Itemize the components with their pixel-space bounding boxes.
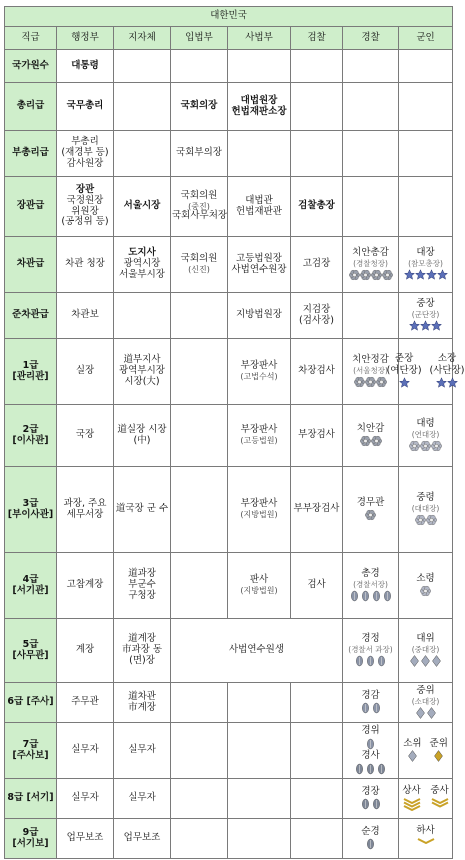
rank-cell: 차관급	[5, 237, 57, 293]
police-rank-label: 경무관	[356, 496, 385, 508]
local-cell	[114, 237, 171, 293]
military-rank-label: 중위	[416, 684, 435, 696]
military-cell	[399, 553, 453, 619]
judicial-cell	[228, 819, 291, 859]
military-cell	[399, 723, 453, 779]
header-judicial: 사법부	[228, 27, 291, 50]
police-rank-label: 경위	[361, 725, 380, 737]
rank-cell: 4급 [서기관]	[5, 553, 57, 619]
judicial-main-text: 부장판사	[240, 360, 278, 372]
judicial-merged-cell: 사법연수원생	[171, 619, 343, 683]
table-row	[5, 405, 453, 467]
diamond-insignia-icon	[414, 707, 438, 719]
judicial-cell	[228, 553, 291, 619]
table-row	[5, 779, 453, 819]
military-cell	[399, 83, 453, 131]
police-cell	[343, 619, 399, 683]
legislative-cell	[171, 339, 228, 405]
table-row	[5, 819, 453, 859]
leaf-insignia-icon	[353, 763, 388, 775]
local-cell	[114, 50, 171, 83]
police-cell	[343, 553, 399, 619]
military-rank-label: 대위	[416, 632, 435, 644]
judicial-main-text: 판사	[249, 574, 269, 586]
judicial-cell	[228, 339, 291, 405]
legislative-cell	[171, 293, 228, 339]
legislative-note: (중진)	[188, 201, 210, 211]
legislative-cell	[171, 50, 228, 83]
judicial-cell	[228, 723, 291, 779]
rank-cell: 부총리급	[5, 131, 57, 177]
police-rank-label: 치안정감	[352, 353, 389, 365]
police-cell	[343, 723, 399, 779]
military-rank-label: 소장	[437, 352, 457, 364]
local-cell	[114, 293, 171, 339]
rank-cell: 장관급	[5, 177, 57, 237]
hibiscus-insignia-icon	[353, 376, 388, 388]
table-row	[5, 339, 453, 405]
diamond-insignia-icon	[432, 750, 445, 762]
leaf-insignia-icon	[359, 798, 383, 810]
leaf-insignia-icon	[353, 655, 388, 667]
rank-cell: 8급 [서기]	[5, 779, 57, 819]
admin-cell	[57, 177, 114, 237]
police-cell	[343, 683, 399, 723]
admin-cell: 고참계장	[57, 553, 114, 619]
leaf-insignia-icon	[348, 590, 394, 602]
police-cell	[343, 779, 399, 819]
prosecution-cell: 부부장검사	[291, 467, 343, 553]
table-row	[5, 177, 453, 237]
rank-cell: 7급 [주사보]	[5, 723, 57, 779]
admin-cell: 과장, 주요 세무서장	[57, 467, 114, 553]
local-cell: 실무자	[114, 779, 171, 819]
star-insignia-icon	[435, 377, 459, 389]
admin-cell: 업무보조	[57, 819, 114, 859]
leaf-insignia-icon	[359, 702, 383, 714]
chevron-insignia-icon	[416, 837, 436, 851]
military-cell	[399, 467, 453, 553]
legislative-cell	[171, 467, 228, 553]
police-cell	[343, 293, 399, 339]
local-cell	[114, 83, 171, 131]
hibiscus-insignia-icon	[364, 509, 377, 521]
admin-cell: 실무자	[57, 779, 114, 819]
admin-cell: 부총리 (재경부 등) 감사원장	[57, 131, 114, 177]
local-cell: 道차관 市계장	[114, 683, 171, 723]
rank-comparison-table	[4, 6, 465, 859]
star-insignia-icon	[408, 320, 443, 332]
admin-cell: 국장	[57, 405, 114, 467]
table-title: 대한민국	[5, 7, 453, 27]
police-rank-label: 치안총감	[352, 246, 389, 258]
judicial-cell	[228, 683, 291, 723]
military-rank-label: 준위	[429, 737, 448, 749]
judicial-cell	[228, 405, 291, 467]
legislative-main-text: 국회의원	[180, 253, 218, 265]
header-legislative: 입법부	[171, 27, 228, 50]
prosecution-cell: 차장검사	[291, 339, 343, 405]
military-cell	[386, 339, 465, 405]
judicial-note: (지방법원)	[240, 510, 278, 520]
prosecution-cell: 검사	[291, 553, 343, 619]
hibiscus-insignia-icon	[348, 269, 394, 281]
police-cell	[343, 819, 399, 859]
table-row	[5, 131, 453, 177]
military-rank-label: 소령	[416, 572, 435, 584]
legislative-cell: 국회의장	[171, 83, 228, 131]
table-row	[5, 619, 453, 683]
judicial-cell: 대법관 헌법재판관	[228, 177, 291, 237]
local-cell: 道국장 군 수	[114, 467, 171, 553]
police-rank-caption: (서울청장)	[353, 365, 388, 375]
police-rank-label: 총경	[361, 567, 380, 579]
legislative-main-text: 국회의원	[180, 189, 218, 201]
admin-sub-text: 국정원장 위원장 (공정위 등)	[61, 194, 109, 228]
legislative-cell	[171, 723, 228, 779]
judicial-cell	[228, 50, 291, 83]
police-rank-caption: (경찰서장)	[353, 579, 388, 589]
header-local: 지자체	[114, 27, 171, 50]
military-rank-label: 중장	[416, 297, 435, 309]
police-rank-label: 경정	[361, 632, 380, 644]
military-rank-caption: (여단장)	[386, 364, 422, 376]
rank-cell: 2급 [이사관]	[5, 405, 57, 467]
judicial-cell	[228, 131, 291, 177]
leaf-insignia-icon	[364, 838, 377, 850]
legislative-note: (신진)	[188, 265, 210, 275]
police-cell	[343, 177, 399, 237]
table-row	[5, 683, 453, 723]
admin-cell: 대통령	[57, 50, 114, 83]
local-main-text: 도지사	[128, 247, 156, 259]
chevron-insignia-icon	[430, 797, 450, 811]
local-cell: 道부지사 광역부시장 시장(大)	[114, 339, 171, 405]
rank-cell: 1급 [관리관]	[5, 339, 57, 405]
military-rank-caption: (중대장)	[411, 644, 440, 654]
prosecution-cell: 지검장 (검사장)	[291, 293, 343, 339]
table-row	[5, 723, 453, 779]
legislative-cell	[171, 237, 228, 293]
table-row	[5, 293, 453, 339]
local-cell	[114, 131, 171, 177]
prosecution-cell: 고검장	[291, 237, 343, 293]
judicial-main-text: 부장판사	[240, 424, 278, 436]
header-military: 군인	[399, 27, 453, 50]
header-rank: 직급	[5, 27, 57, 50]
military-cell	[399, 237, 453, 293]
legislative-cell	[171, 177, 228, 237]
local-cell: 업무보조	[114, 819, 171, 859]
header-police: 경찰	[343, 27, 399, 50]
star-insignia-icon	[403, 269, 449, 281]
military-cell	[399, 50, 453, 83]
prosecution-cell	[291, 779, 343, 819]
police-rank-label: 순경	[361, 825, 380, 837]
rank-cell: 9급 [서기보]	[5, 819, 57, 859]
judicial-cell: 지방법원장	[228, 293, 291, 339]
police-cell	[343, 467, 399, 553]
legislative-cell	[171, 779, 228, 819]
military-rank-caption: (연대장)	[411, 429, 440, 439]
police-cell	[343, 50, 399, 83]
police-cell	[343, 237, 399, 293]
header-prosecution: 검찰	[291, 27, 343, 50]
admin-cell: 주무관	[57, 683, 114, 723]
prosecution-cell: 검찰총장	[291, 177, 343, 237]
prosecution-cell	[291, 50, 343, 83]
judicial-note: (지방법원)	[240, 586, 278, 596]
military-cell	[399, 293, 453, 339]
local-cell: 道계장 市과장 동(면)장	[114, 619, 171, 683]
local-cell: 실무자	[114, 723, 171, 779]
military-rank-caption: (사단장)	[429, 364, 465, 376]
judicial-note: (고등법원)	[240, 436, 278, 446]
military-rank-label: 상사	[402, 784, 421, 796]
military-rank-label: 대장	[416, 246, 435, 258]
diamond-insignia-icon	[408, 655, 443, 667]
military-cell	[399, 619, 453, 683]
police-rank-label: 경장	[361, 785, 380, 797]
military-cell	[399, 177, 453, 237]
rank-cell: 국가원수	[5, 50, 57, 83]
judicial-cell: 고등법원장 사법연수원장	[228, 237, 291, 293]
legislative-cell	[171, 683, 228, 723]
military-rank-label: 대령	[416, 417, 435, 429]
admin-cell: 차관 청장	[57, 237, 114, 293]
police-rank-label: 치안감	[356, 422, 385, 434]
police-rank-caption: (경찰서 과장)	[348, 644, 393, 654]
flower-insignia-icon	[414, 514, 438, 526]
hibiscus-insignia-icon	[359, 435, 383, 447]
prosecution-cell	[291, 131, 343, 177]
police-cell	[343, 405, 399, 467]
star-insignia-icon	[398, 377, 411, 389]
admin-cell: 실장	[57, 339, 114, 405]
legislative-cell	[171, 405, 228, 467]
header-admin: 행정부	[57, 27, 114, 50]
admin-cell: 계장	[57, 619, 114, 683]
table-row	[5, 50, 453, 83]
judicial-note: (고법수석)	[240, 372, 278, 382]
prosecution-cell	[291, 723, 343, 779]
military-rank-caption: (소대장)	[411, 696, 440, 706]
flower-insignia-icon	[408, 440, 443, 452]
military-rank-label: 소위	[403, 737, 422, 749]
military-rank-caption: (대대장)	[411, 503, 440, 513]
legislative-cell: 국회부의장	[171, 131, 228, 177]
rank-cell: 총리급	[5, 83, 57, 131]
police-cell	[343, 83, 399, 131]
table-row	[5, 83, 453, 131]
police-rank-label: 경감	[361, 689, 380, 701]
legislative-cell	[171, 819, 228, 859]
police-rank-caption: (경찰청장)	[353, 258, 388, 268]
legislative-sub-text: 국회사무처장	[172, 210, 228, 222]
rank-cell: 준차관급	[5, 293, 57, 339]
admin-main-text: 장관	[75, 183, 95, 195]
prosecution-cell	[291, 683, 343, 723]
military-cell	[399, 819, 453, 859]
judicial-cell: 대법원장 헌법재판소장	[228, 83, 291, 131]
admin-cell: 실무자	[57, 723, 114, 779]
military-cell	[399, 779, 453, 819]
police-cell	[343, 131, 399, 177]
police-rank-label: 경사	[361, 750, 380, 761]
military-rank-label: 준장	[394, 352, 414, 364]
local-cell: 道실장 시장(中)	[114, 405, 171, 467]
military-rank-label: 하사	[416, 824, 435, 836]
table-row	[5, 467, 453, 553]
judicial-cell	[228, 779, 291, 819]
diamond-insignia-icon	[406, 750, 419, 762]
chevron-insignia-icon	[402, 797, 422, 811]
military-rank-label: 중령	[416, 491, 435, 503]
prosecution-cell	[291, 83, 343, 131]
admin-cell: 국무총리	[57, 83, 114, 131]
local-cell: 道과장 부군수 구청장	[114, 553, 171, 619]
legislative-cell	[171, 553, 228, 619]
rank-cell: 3급 [부이사관]	[5, 467, 57, 553]
military-rank-caption: (군단장)	[411, 309, 440, 319]
military-rank-caption: (참모총장)	[408, 258, 443, 268]
rank-cell: 6급 [주사]	[5, 683, 57, 723]
judicial-cell	[228, 467, 291, 553]
header-row	[5, 27, 453, 50]
table-row	[5, 553, 453, 619]
admin-cell: 차관보	[57, 293, 114, 339]
local-sub-text: 광역시장 서울부시장	[119, 258, 165, 280]
judicial-main-text: 부장판사	[240, 498, 278, 510]
rank-cell: 5급 [사무관]	[5, 619, 57, 683]
military-cell	[399, 131, 453, 177]
military-rank-label: 중사	[430, 784, 449, 796]
prosecution-cell: 부장검사	[291, 405, 343, 467]
military-cell	[399, 405, 453, 467]
flower-insignia-icon	[419, 585, 432, 597]
table-row	[5, 237, 453, 293]
local-cell: 서울시장	[114, 177, 171, 237]
prosecution-cell	[291, 819, 343, 859]
leaf-insignia-icon	[364, 738, 377, 750]
military-cell	[399, 683, 453, 723]
